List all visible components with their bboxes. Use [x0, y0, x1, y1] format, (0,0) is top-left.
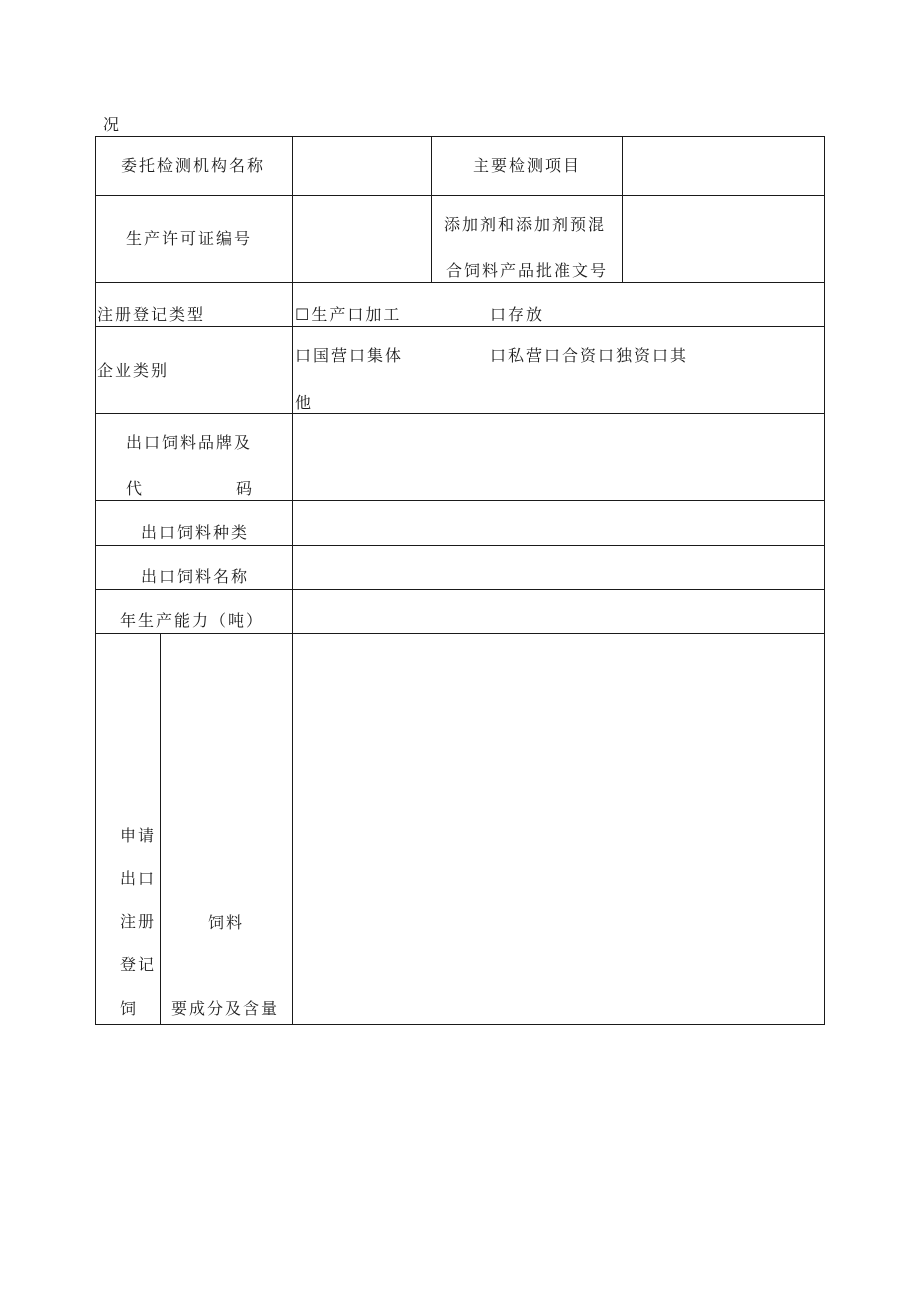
registration-type-label: 注册登记类型 — [97, 305, 206, 324]
grid-line — [95, 633, 825, 634]
production-license-field[interactable] — [300, 229, 422, 249]
testing-agency-label: 委托检测机构名称 — [121, 156, 266, 175]
annual-capacity-field[interactable] — [300, 611, 816, 631]
vertical-label-line: 登记 — [120, 955, 157, 974]
grid-line — [95, 136, 825, 137]
grid-line — [95, 589, 825, 590]
composition-label-line1: 饲料 — [208, 913, 245, 932]
export-brand-label-line2b: 码 — [236, 479, 253, 498]
enterprise-category-label: 企业类别 — [97, 361, 170, 380]
heading-fragment: 况 — [103, 115, 120, 134]
vertical-label-line: 出口 — [120, 869, 157, 888]
grid-line — [95, 545, 825, 546]
grid-line — [95, 326, 825, 327]
additive-approval-label-line2: 合饲料产品批准文号 — [446, 261, 609, 280]
grid-line — [622, 136, 623, 283]
grid-line — [824, 136, 825, 1025]
enterprise-category-options-a[interactable]: 口国营口集体 — [295, 346, 404, 365]
vertical-label-line: 饲 — [120, 999, 137, 1018]
export-feed-name-field[interactable] — [300, 567, 816, 587]
composition-label-line2: 要成分及含量 — [171, 999, 280, 1018]
vertical-label-line: 申请 — [120, 826, 157, 845]
testing-agency-field[interactable] — [300, 156, 422, 176]
grid-line — [95, 1024, 825, 1025]
grid-line — [95, 500, 825, 501]
composition-field[interactable] — [300, 650, 816, 1010]
additive-approval-label-line1: 添加剂和添加剂预混 — [444, 215, 607, 234]
additive-approval-field[interactable] — [630, 229, 816, 249]
registration-type-options-a[interactable]: ☐生产口加工 — [295, 305, 402, 324]
enterprise-category-options-b[interactable]: 口私营口合资口独资口其 — [490, 346, 689, 365]
enterprise-category-options-c: 他 — [295, 393, 312, 412]
main-test-items-label: 主要检测项目 — [473, 156, 582, 175]
export-brand-label-line2a: 代 — [126, 479, 143, 498]
grid-line — [292, 136, 293, 1025]
export-feed-type-field[interactable] — [300, 523, 816, 543]
grid-line — [431, 136, 432, 283]
grid-line — [95, 282, 825, 283]
vertical-label-line: 注册 — [120, 912, 157, 931]
annual-capacity-label: 年生产能力（吨） — [120, 611, 265, 630]
grid-line — [160, 633, 161, 1025]
grid-line — [95, 195, 825, 196]
export-feed-type-label: 出口饲料种类 — [141, 523, 250, 542]
grid-line — [95, 413, 825, 414]
grid-line — [95, 136, 96, 1025]
production-license-label: 生产许可证编号 — [126, 229, 253, 248]
export-brand-field[interactable] — [300, 447, 816, 467]
registration-type-options-b[interactable]: 口存放 — [490, 305, 545, 324]
export-feed-name-label: 出口饲料名称 — [141, 567, 250, 586]
export-brand-label-line1: 出口饲料品牌及 — [126, 433, 253, 452]
main-test-items-field[interactable] — [630, 156, 816, 176]
